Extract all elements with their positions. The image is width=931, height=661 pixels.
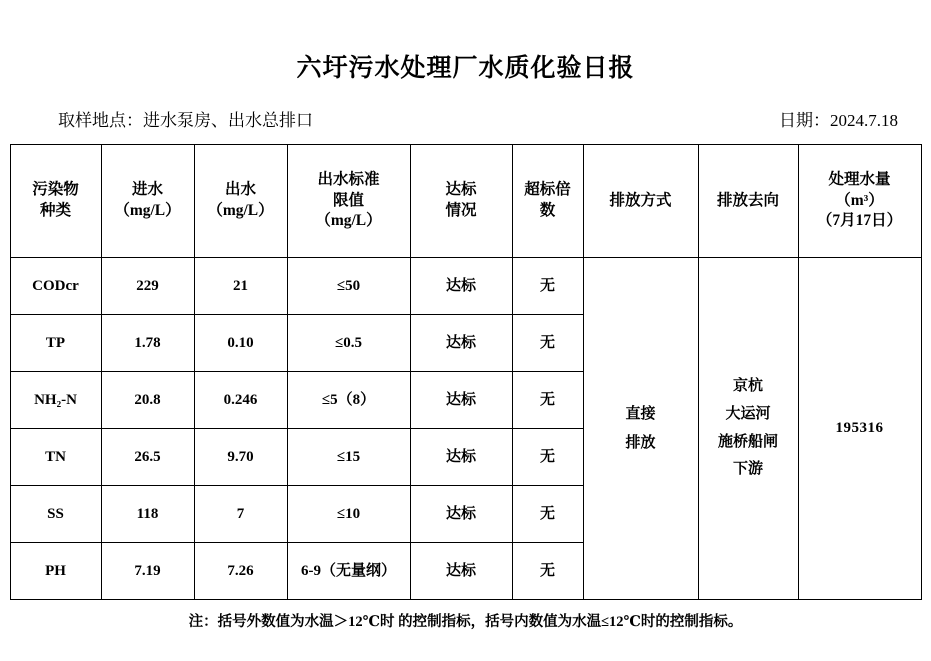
cell-exceed-factor: 无 [512, 543, 583, 600]
table-body [10, 258, 921, 600]
header-line: 出水标准 [317, 170, 380, 188]
report-subheader [0, 106, 931, 130]
cell-discharge-destination [698, 258, 798, 600]
table-row [10, 258, 921, 315]
cell-compliance: 达标 [410, 543, 512, 600]
cell-pollutant-type: PH [10, 543, 101, 600]
table-header [10, 145, 921, 258]
cell-compliance: 达标 [410, 486, 512, 543]
header-line: （mg/L） [114, 202, 181, 219]
cell-influent: 7.19 [101, 543, 194, 600]
cell-influent: 118 [101, 486, 194, 543]
cell-standard: ≤5（8） [287, 372, 410, 429]
cell-compliance: 达标 [410, 372, 512, 429]
cell-pollutant-type: NH₂-N [10, 372, 101, 429]
cell-exceed-factor: 无 [512, 486, 583, 543]
cell-effluent: 9.70 [194, 429, 287, 486]
header-line: 达标 [445, 181, 477, 199]
header-line: 污染物 [32, 181, 79, 199]
header-line: 排放方式 [609, 191, 672, 209]
column-header-influent [101, 145, 194, 258]
discharge-mode-line: 直接 [625, 406, 656, 422]
cell-influent: 26.5 [101, 429, 194, 486]
header-line: 处理水量 [828, 170, 891, 188]
header-line: （mg/L） [315, 212, 382, 230]
cell-compliance: 达标 [410, 429, 512, 486]
cell-standard: ≤15 [287, 429, 410, 486]
cell-effluent: 0.246 [194, 372, 287, 429]
cell-effluent: 7.26 [194, 543, 287, 600]
cell-exceed-factor: 无 [512, 315, 583, 372]
discharge-dest-line: 下游 [732, 461, 763, 478]
table-footnote: 注：括号外数值为水温＞12℃时 的控制指标，括号内数值为水温≤12℃时的控制指标。 [188, 614, 743, 630]
column-header-discharge-mode [583, 145, 698, 258]
cell-pollutant-type: TN [10, 429, 101, 486]
header-line: 排放去向 [716, 191, 779, 209]
column-header-compliance [410, 145, 512, 258]
column-header-discharge-destination [698, 145, 798, 258]
column-header-exceed-factor [512, 145, 583, 258]
cell-influent: 20.8 [101, 372, 194, 429]
header-line: 种类 [39, 202, 71, 219]
cell-effluent: 7 [194, 486, 287, 543]
header-line: 数 [539, 202, 556, 219]
cell-standard: 6-9（无量纲） [287, 543, 410, 600]
discharge-mode-line: 排放 [625, 434, 656, 451]
cell-treated-volume: 195316 [798, 258, 921, 600]
header-line: 出水 [224, 181, 256, 199]
water-quality-table [10, 144, 922, 600]
column-header-treated-volume [798, 145, 921, 258]
column-header-pollutant-type [10, 145, 101, 258]
cell-compliance: 达标 [410, 315, 512, 372]
cell-pollutant-type: TP [10, 315, 101, 372]
discharge-dest-line: 施桥船闸 [717, 433, 778, 450]
discharge-dest-line: 京杭 [732, 378, 763, 394]
header-line: 限值 [332, 191, 364, 209]
cell-influent: 1.78 [101, 315, 194, 372]
page-title: 六圩污水处理厂水质化验日报 [296, 55, 635, 82]
column-header-effluent [194, 145, 287, 258]
sampling-location-label: 取样地点：进水泵房、出水总排口 [58, 111, 313, 130]
cell-compliance: 达标 [410, 258, 512, 315]
header-line: 情况 [445, 202, 477, 219]
discharge-dest-line: 大运河 [725, 405, 771, 422]
cell-standard: ≤10 [287, 486, 410, 543]
header-line: （7月17日） [816, 212, 903, 230]
report-page [0, 48, 931, 661]
header-line: 超标倍 [524, 181, 571, 199]
cell-standard: ≤50 [287, 258, 410, 315]
cell-exceed-factor: 无 [512, 372, 583, 429]
cell-discharge-mode [583, 258, 698, 600]
cell-exceed-factor: 无 [512, 258, 583, 315]
cell-exceed-factor: 无 [512, 429, 583, 486]
column-header-standard-limit [287, 145, 410, 258]
table-header-row [10, 145, 921, 258]
header-line: 进水 [131, 181, 163, 199]
header-line: （mg/L） [207, 202, 274, 219]
cell-pollutant-type: SS [10, 486, 101, 543]
cell-standard: ≤0.5 [287, 315, 410, 372]
report-date-label: 日期：2024.7.18 [779, 111, 898, 130]
cell-effluent: 0.10 [194, 315, 287, 372]
cell-effluent: 21 [194, 258, 287, 315]
cell-pollutant-type: CODcr [10, 258, 101, 315]
cell-influent: 229 [101, 258, 194, 315]
header-line: （m³） [835, 191, 884, 209]
